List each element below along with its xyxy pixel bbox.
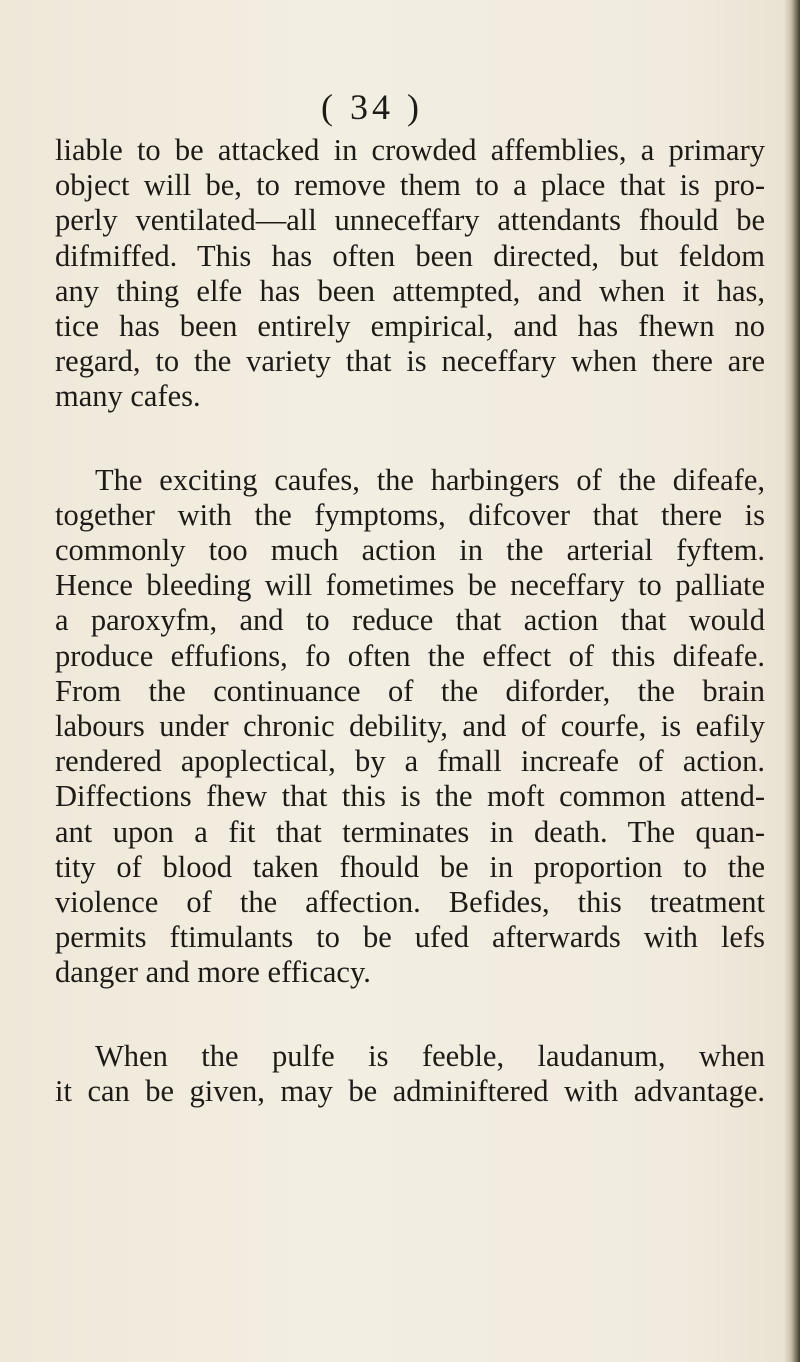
text-line: When the pulfe is feeble, laudanum, when: [95, 1038, 765, 1073]
text-line: a paroxyfm, and to reduce that action that would: [55, 603, 765, 638]
text-line: difmiffed. This has often been directed, but feldom: [55, 238, 765, 273]
text-line: labours under chronic debility, and of courfe, is eafily: [55, 709, 765, 744]
text-line: ant upon a fit that terminates in death. The quan-: [55, 814, 765, 849]
text-line: perly ventilated—all unneceffary attendants fhould be: [55, 203, 765, 238]
text-line: rendered apoplectical, by a fmall increafe of action.: [55, 744, 765, 779]
text-line: it can be given, may be adminiftered with advantage.: [55, 1073, 765, 1108]
paragraph-3: [55, 1039, 765, 1109]
text-line: many cafes.: [55, 379, 201, 414]
page-body: [55, 133, 765, 1109]
text-line: Diffections fhew that this is the moft common attend-: [55, 779, 765, 814]
text-line: violence of the affection. Befides, this treatment: [55, 885, 765, 920]
text-line: commonly too much action in the arterial fyftem.: [55, 533, 765, 568]
paragraph-2: [55, 463, 765, 991]
text-line: danger and more efficacy.: [55, 955, 371, 990]
text-line: any thing elfe has been attempted, and when it has,: [55, 273, 765, 308]
text-line: tice has been entirely empirical, and has fhewn no: [55, 309, 765, 344]
text-line: The exciting caufes, the harbingers of the difeafe,: [95, 462, 765, 497]
text-line: liable to be attacked in crowded affemblies, a primary: [55, 133, 765, 167]
text-line: regard, to the variety that is neceffary when there are: [55, 344, 765, 379]
page-number: ( 34 ): [321, 87, 423, 127]
paragraph-spacer: [55, 991, 765, 1039]
paragraph-1: [55, 133, 765, 415]
page-edge-shadow: [784, 0, 800, 1362]
text-line: together with the fymptoms, difcover that there is: [55, 497, 765, 532]
text-line: object will be, to remove them to a place that is pro-: [55, 168, 765, 203]
text-line: permits ftimulants to be ufed afterwards with lefs: [55, 920, 765, 955]
text-line: Hence bleeding will fometimes be neceffary to palliate: [55, 568, 765, 603]
text-line: produce effufions, fo often the effect of this difeafe.: [55, 638, 765, 673]
text-line: From the continuance of the diforder, the brain: [55, 673, 765, 708]
paragraph-spacer: [55, 415, 765, 463]
text-line: tity of blood taken fhould be in proportion to the: [55, 849, 765, 884]
